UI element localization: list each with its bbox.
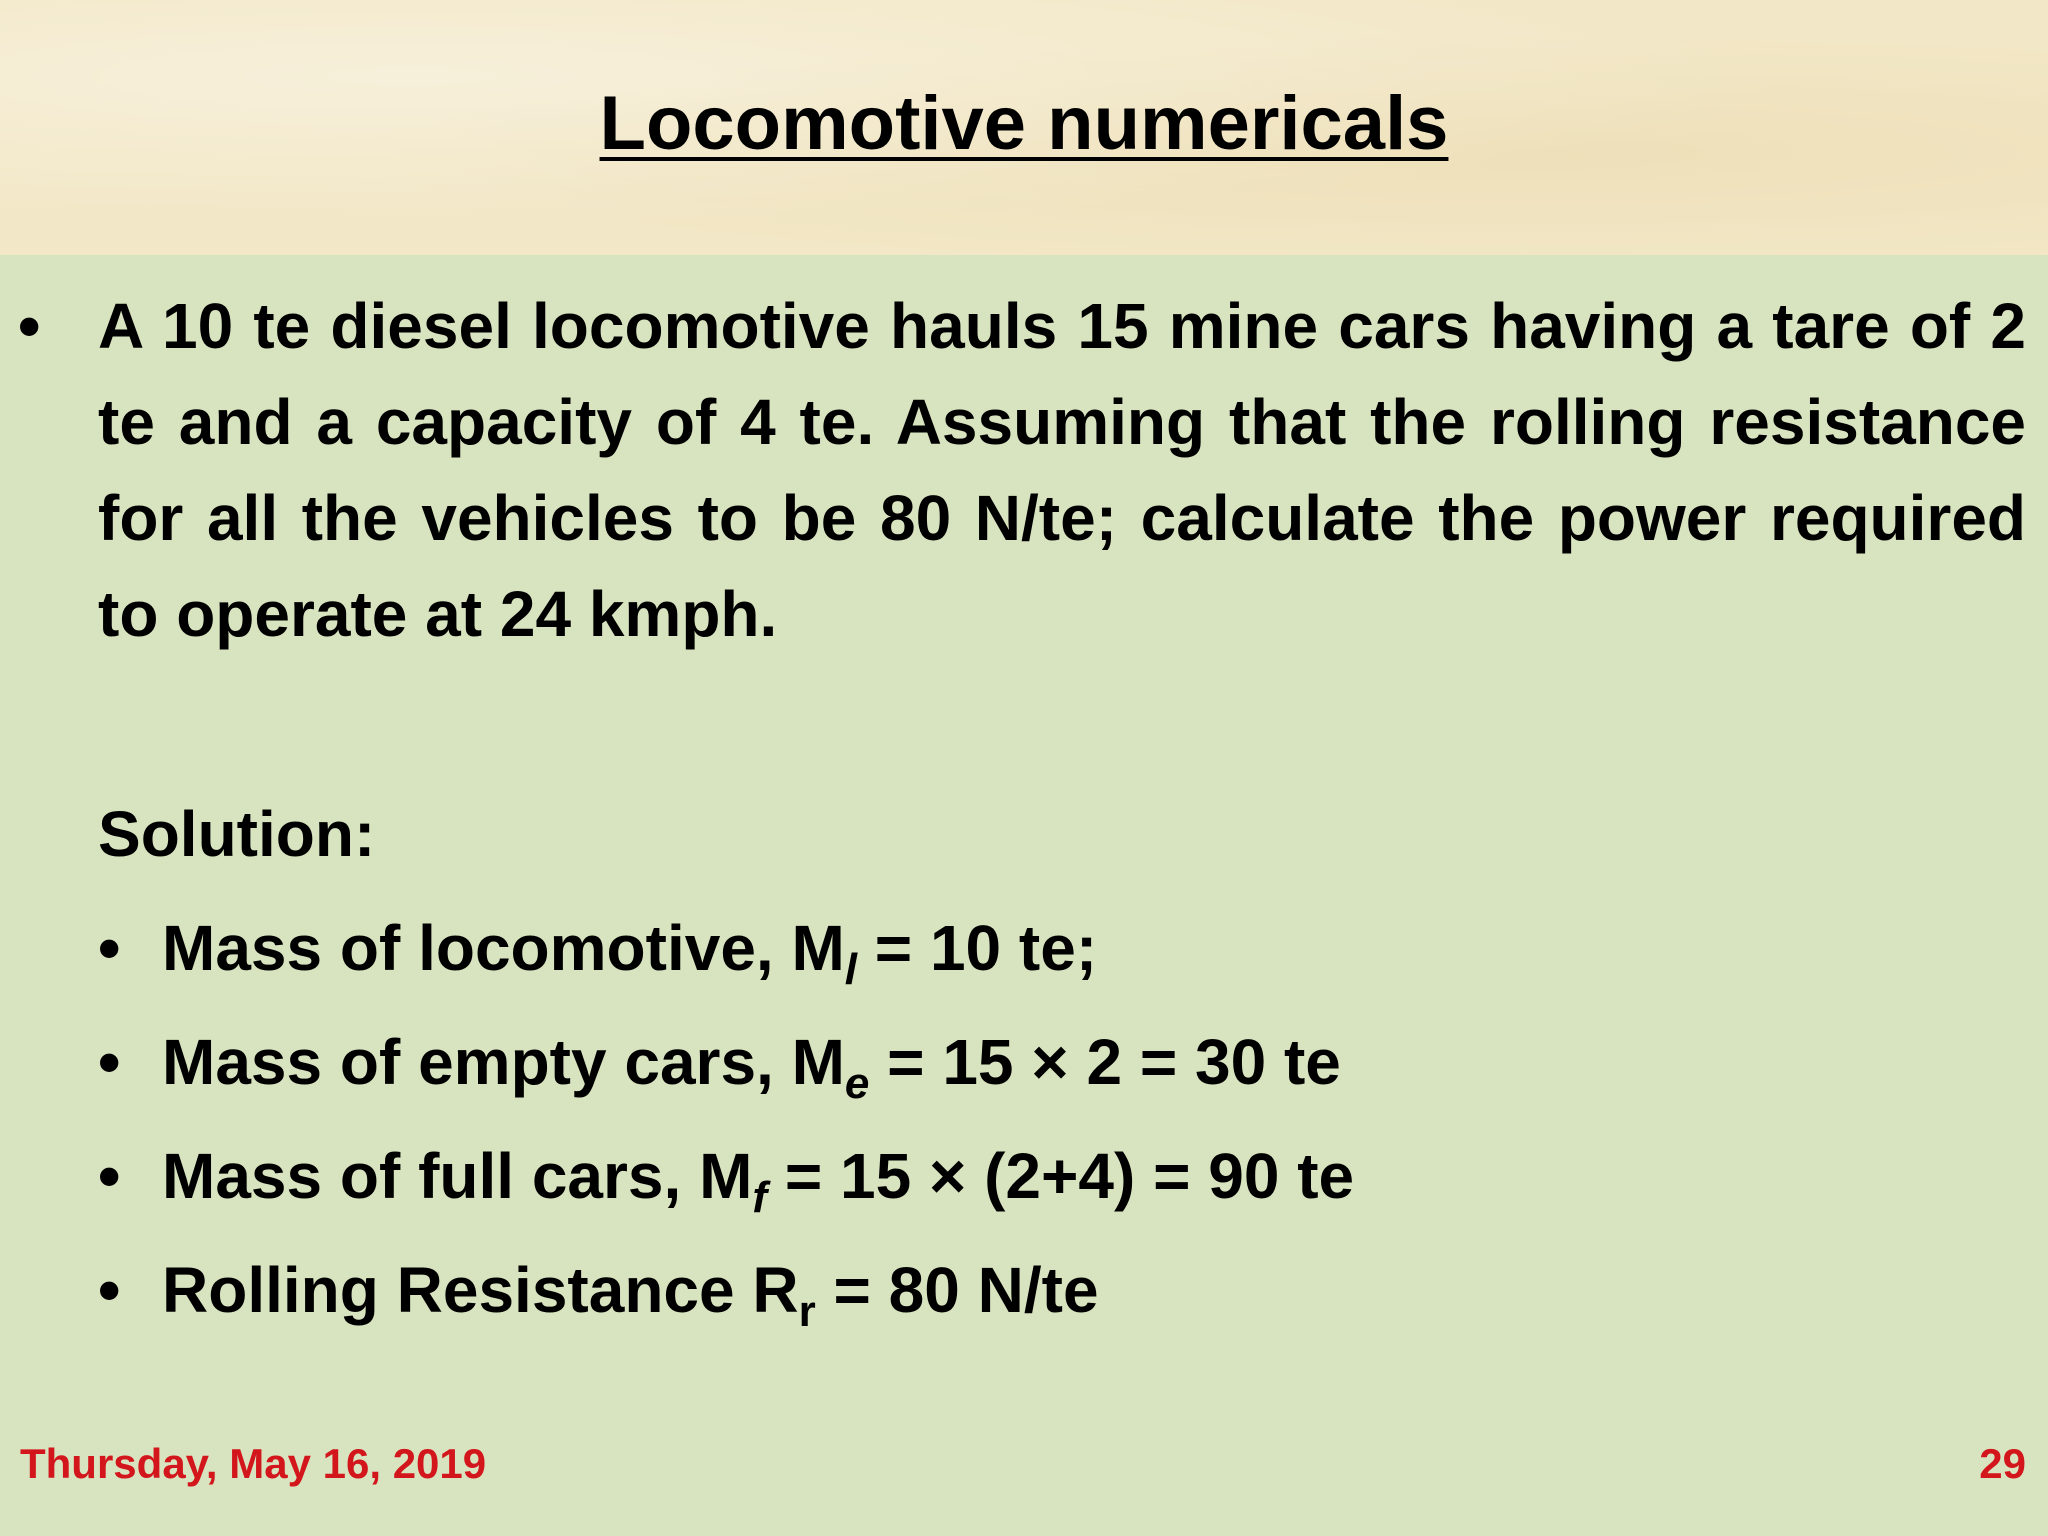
solution-item-locomotive-mass — [98, 900, 1998, 1014]
solution-item-text: Rolling Resistance R — [162, 1254, 799, 1326]
solution-item-text: Mass of full cars, M — [162, 1140, 753, 1212]
solution-item-value: = 80 N/te — [815, 1254, 1099, 1326]
bullet: • — [98, 912, 121, 984]
solution-list — [98, 900, 1998, 1356]
solution-item-value: = 15 × 2 = 30 te — [869, 1026, 1341, 1098]
solution-label: Solution: — [98, 798, 376, 870]
subscript: e — [844, 1058, 870, 1108]
solution-item-full-cars-mass — [98, 1128, 1998, 1242]
solution-item-rolling-resistance — [98, 1242, 1998, 1356]
subscript: r — [798, 1286, 816, 1336]
solution-item-text: Mass of empty cars, M — [162, 1026, 845, 1098]
bullet: • — [98, 1140, 121, 1212]
problem-statement: A 10 te diesel locomotive hauls 15 mine cars having a tare of 2 te and a capacity of 4 te. Assuming that the rolling resistance for all the vehicles to be 80 N/te; calculate the power required to operate at 24 kmph. — [98, 290, 2026, 650]
bullet: • — [98, 1026, 121, 1098]
solution-item-value: = 10 te; — [857, 912, 1098, 984]
bullet: • — [98, 1254, 121, 1326]
problem-bullet: • — [18, 290, 41, 362]
solution-item-empty-cars-mass — [98, 1014, 1998, 1128]
slide-title: Locomotive numericals — [599, 81, 1449, 166]
footer-date: Thursday, May 16, 2019 — [20, 1440, 487, 1487]
subscript: f — [752, 1172, 768, 1222]
subscript: l — [844, 944, 858, 994]
solution-item-text: Mass of locomotive, M — [162, 912, 845, 984]
slide-number: 29 — [1979, 1440, 2026, 1487]
solution-item-value: = 15 × (2+4) = 90 te — [767, 1140, 1355, 1212]
